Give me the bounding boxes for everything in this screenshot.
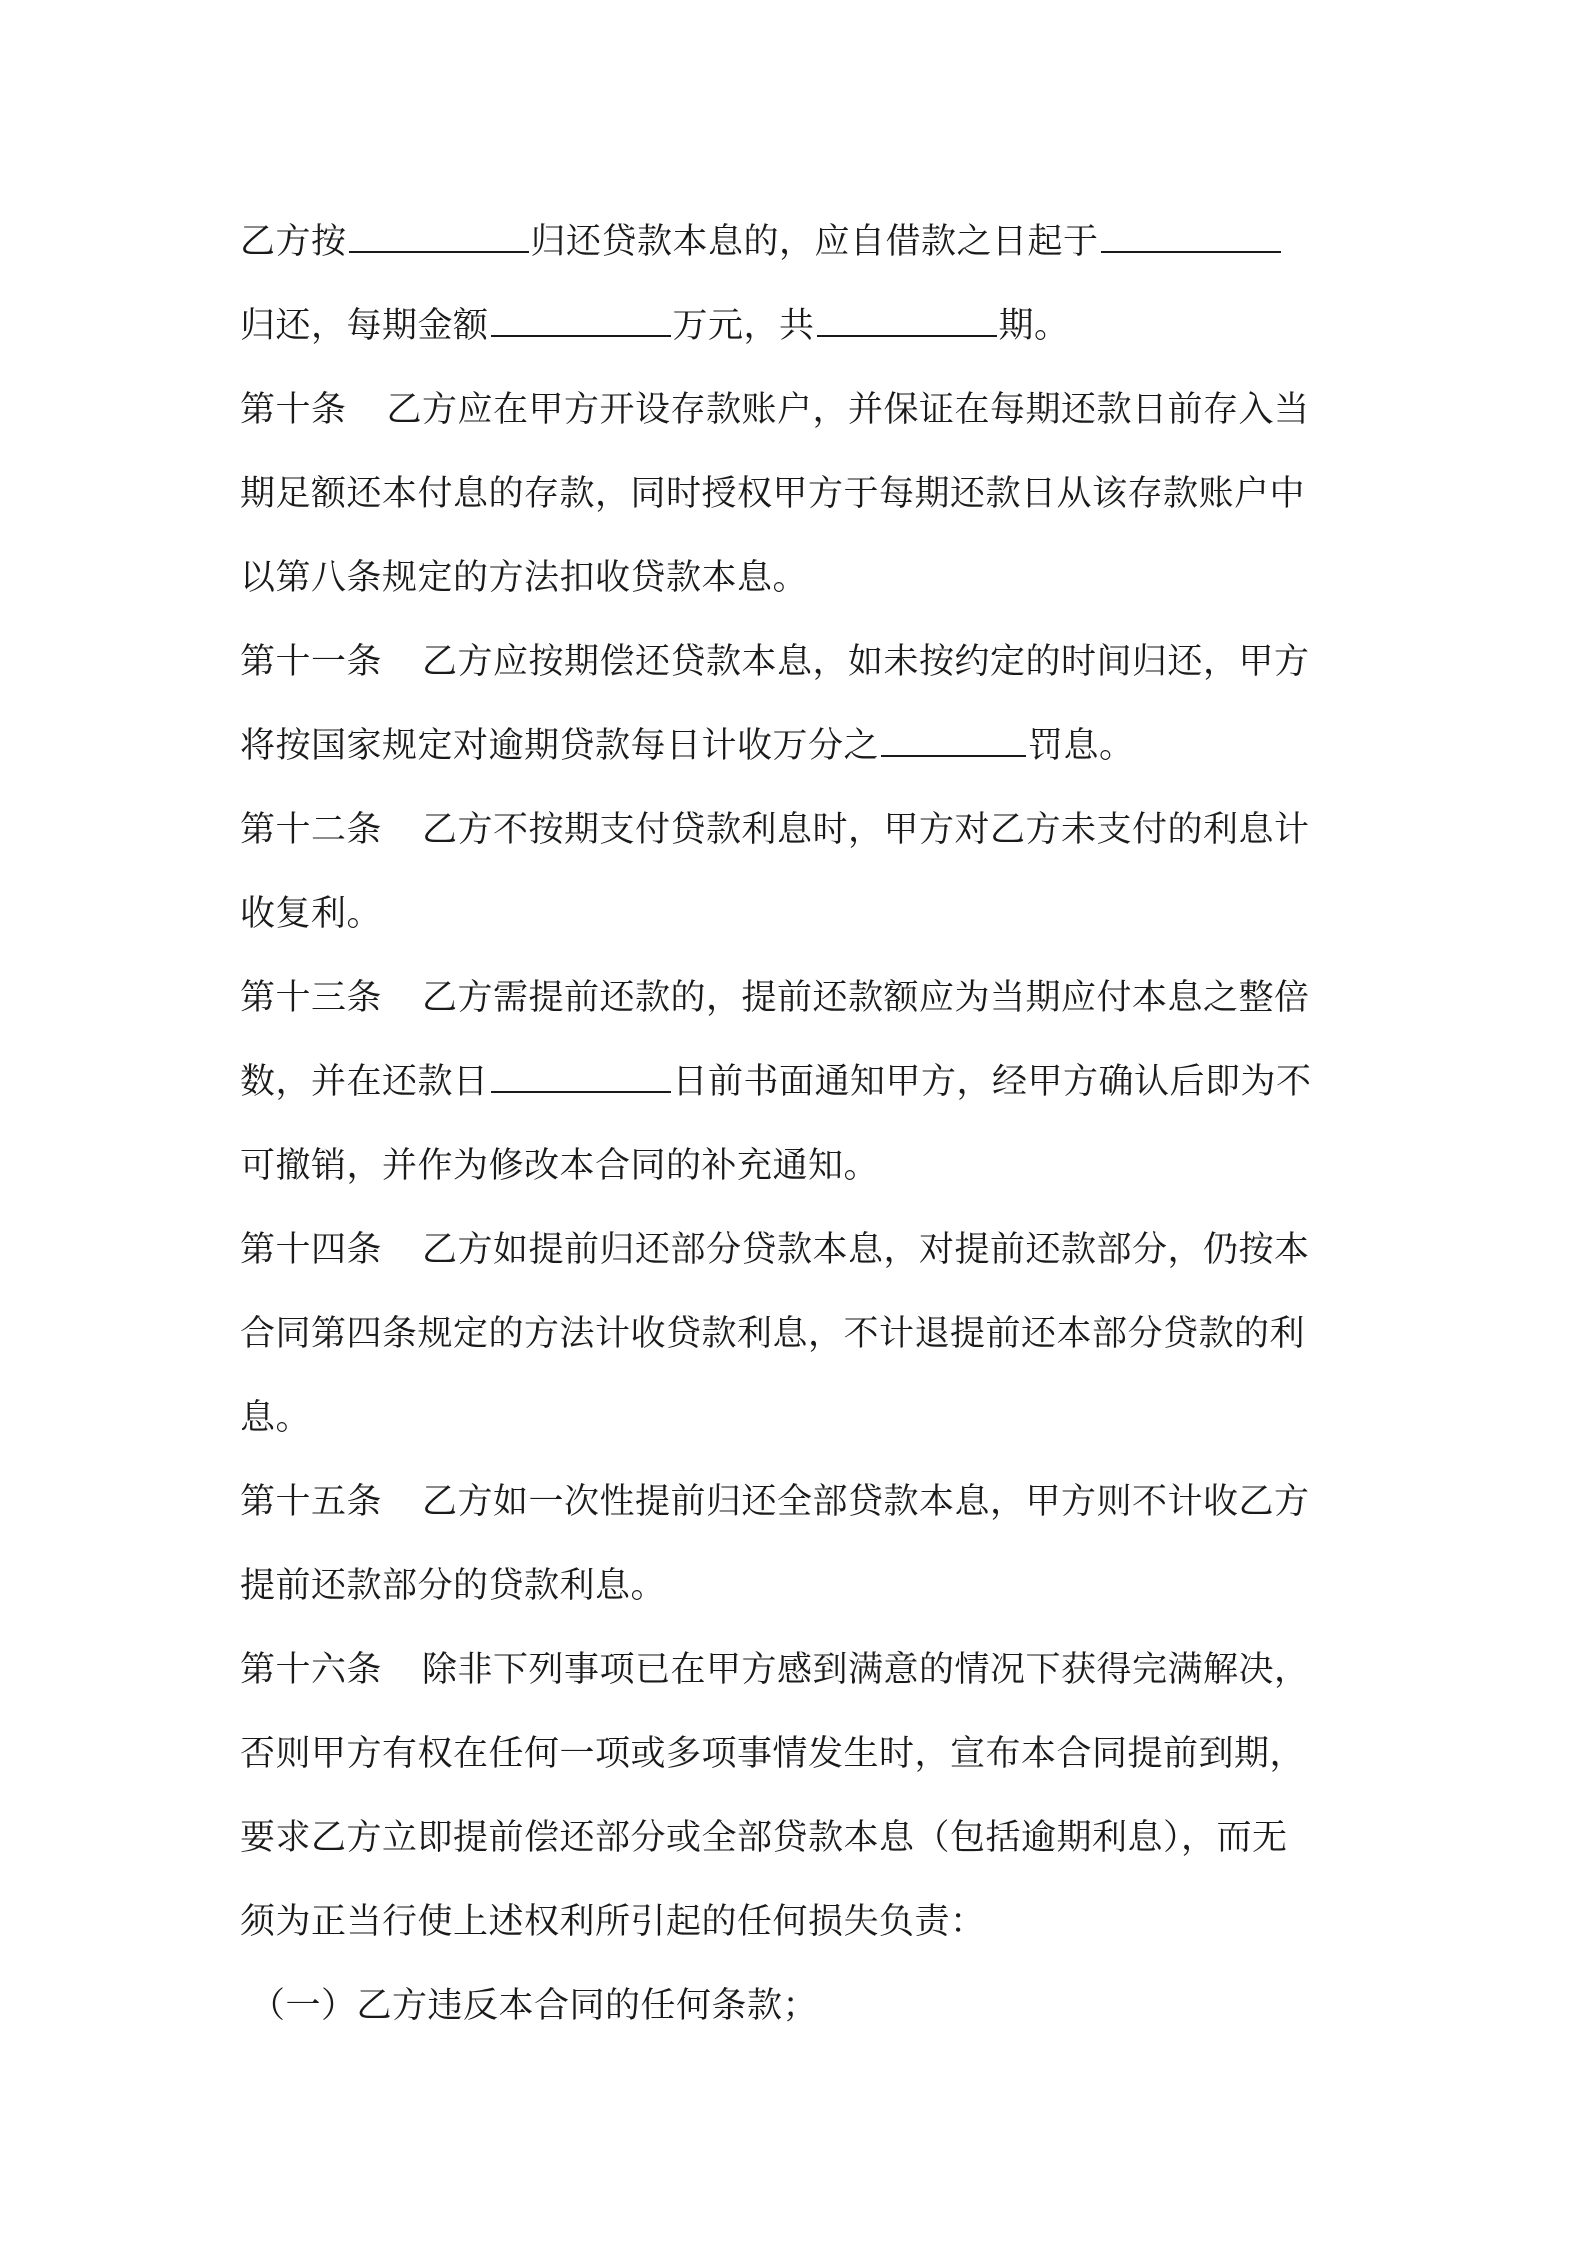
fill-in-blank[interactable] [349,221,529,253]
list-item [240,1964,1360,2048]
document-page [240,200,1360,2048]
line-text: 期。 [998,306,1070,346]
fill-in-blank[interactable] [1101,221,1281,253]
text-line [240,704,1360,788]
text-line [240,1124,1360,1208]
article-number: 第十一条 [240,642,383,682]
line-text: 乙方不按期支付贷款利息时，甲方对乙方未支付的利息计 [422,810,1310,850]
article-line [240,368,1360,452]
text-line [240,284,1360,368]
article-line [240,1208,1360,1292]
line-text: 否则甲方有权在任何一项或多项事情发生时，宣布本合同提前到期， [240,1734,1306,1774]
article-number: 第十二条 [240,810,383,850]
line-text: 归还贷款本息的，应自借款之日起于 [530,222,1099,262]
line-text: 收复利。 [240,894,383,934]
line-text: 除非下列事项已在甲方感到满意的情况下获得完满解决， [422,1650,1310,1690]
line-text: 乙方应按期偿还贷款本息，如未按约定的时间归还，甲方 [422,642,1310,682]
line-text: 罚息。 [1028,726,1135,766]
line-text: 提前还款部分的贷款利息。 [240,1566,667,1606]
text-line [240,1880,1360,1964]
line-text: 乙方如一次性提前归还全部贷款本息，甲方则不计收乙方 [422,1482,1310,1522]
article-line [240,956,1360,1040]
article-line [240,1460,1360,1544]
line-text: 乙方应在甲方开设存款账户，并保证在每期还款日前存入当 [386,390,1310,430]
text-line [240,1544,1360,1628]
fill-in-blank[interactable] [491,1061,671,1093]
text-line [240,452,1360,536]
article-line [240,788,1360,872]
text-line [240,1292,1360,1376]
fill-in-blank[interactable] [817,305,997,337]
article-line [240,1628,1360,1712]
line-text: 日前书面通知甲方，经甲方确认后即为不 [672,1062,1312,1102]
article-number: 第十四条 [240,1230,383,1270]
line-text: 归还，每期金额 [240,306,489,346]
fill-in-blank[interactable] [881,725,1026,757]
article-number: 第十六条 [240,1650,383,1690]
line-text: （一）乙方违反本合同的任何条款； [250,1986,819,2026]
article-number: 第十三条 [240,978,383,1018]
fill-in-blank[interactable] [491,305,671,337]
text-line [240,1040,1360,1124]
line-text: 要求乙方立即提前偿还部分或全部贷款本息（包括逾期利息），而无 [240,1818,1288,1858]
text-line [240,200,1360,284]
line-text: 乙方按 [240,222,347,262]
article-number: 第十条 [240,390,347,430]
text-line [240,872,1360,956]
line-text: 万元，共 [672,306,815,346]
line-text: 可撤销，并作为修改本合同的补充通知。 [240,1146,880,1186]
line-text: 期足额还本付息的存款，同时授权甲方于每期还款日从该存款账户中 [240,474,1306,514]
text-line [240,536,1360,620]
line-text: 数，并在还款日 [240,1062,489,1102]
article-line [240,620,1360,704]
text-line [240,1376,1360,1460]
line-text: 乙方如提前归还部分贷款本息，对提前还款部分，仍按本 [422,1230,1310,1270]
line-text: 息。 [240,1398,312,1438]
line-text: 将按国家规定对逾期贷款每日计收万分之 [240,726,880,766]
line-text: 乙方需提前还款的，提前还款额应为当期应付本息之整倍 [422,978,1310,1018]
line-text: 以第八条规定的方法扣收贷款本息。 [240,558,809,598]
article-number: 第十五条 [240,1482,383,1522]
text-line [240,1796,1360,1880]
line-text: 合同第四条规定的方法计收贷款利息，不计退提前还本部分贷款的利 [240,1314,1306,1354]
text-line [240,1712,1360,1796]
line-text: 须为正当行使上述权利所引起的任何损失负责： [240,1902,986,1942]
